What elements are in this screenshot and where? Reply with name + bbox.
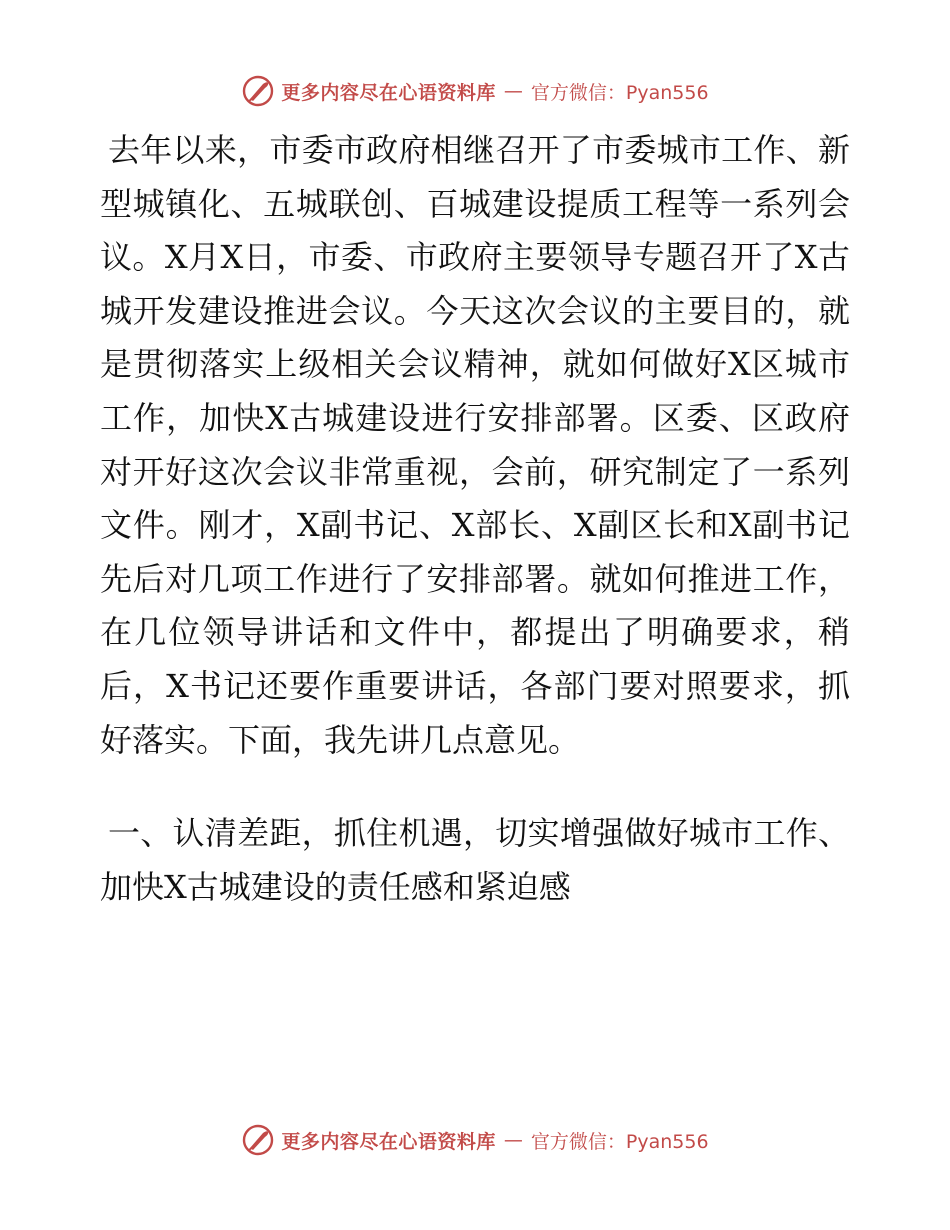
watermark-contact: 官方微信：Pyan556 — [530, 81, 709, 104]
section-heading: 一、认清差距，抓住机遇，切实增强做好城市工作、加快X古城建设的责任感和紧迫感 — [100, 814, 850, 906]
watermark-text: 更多内容尽在心语资料库 — [281, 1130, 496, 1153]
watermark-contact: 官方微信：Pyan556 — [530, 1130, 709, 1153]
document-body — [100, 124, 850, 914]
watermark-separator: — — [503, 80, 523, 102]
header-watermark — [0, 71, 950, 111]
watermark-separator: — — [503, 1129, 523, 1151]
footer-watermark — [0, 1120, 950, 1160]
intro-paragraph: 去年以来，市委市政府相继召开了市委城市工作、新型城镇化、五城联创、百城建设提质工程等一系列会议。X月X日，市委、市政府主要领导专题召开了X古城开发建设推进会议。今天这次会议的主要目的，就是贯彻落实上级相关会议精神，就如何做好X区城市工作，加快X古城建设进行安排部署。区委、区政府对开好这次会议非常重视，会前，研究制定了一系列文件。刚才，X副书记、X部长、X副区长和X副书记先后对几项工作进行了安排部署。就如何推进工作，在几位领导讲话和文件中，都提出了明确要求，稍后，X书记还要作重要讲话，各部门要对照要求，抓好落实。下面，我先讲几点意见。 — [100, 131, 850, 759]
quill-pen-logo-icon — [241, 74, 275, 108]
watermark-text: 更多内容尽在心语资料库 — [281, 81, 496, 104]
quill-pen-logo-icon — [241, 1123, 275, 1157]
